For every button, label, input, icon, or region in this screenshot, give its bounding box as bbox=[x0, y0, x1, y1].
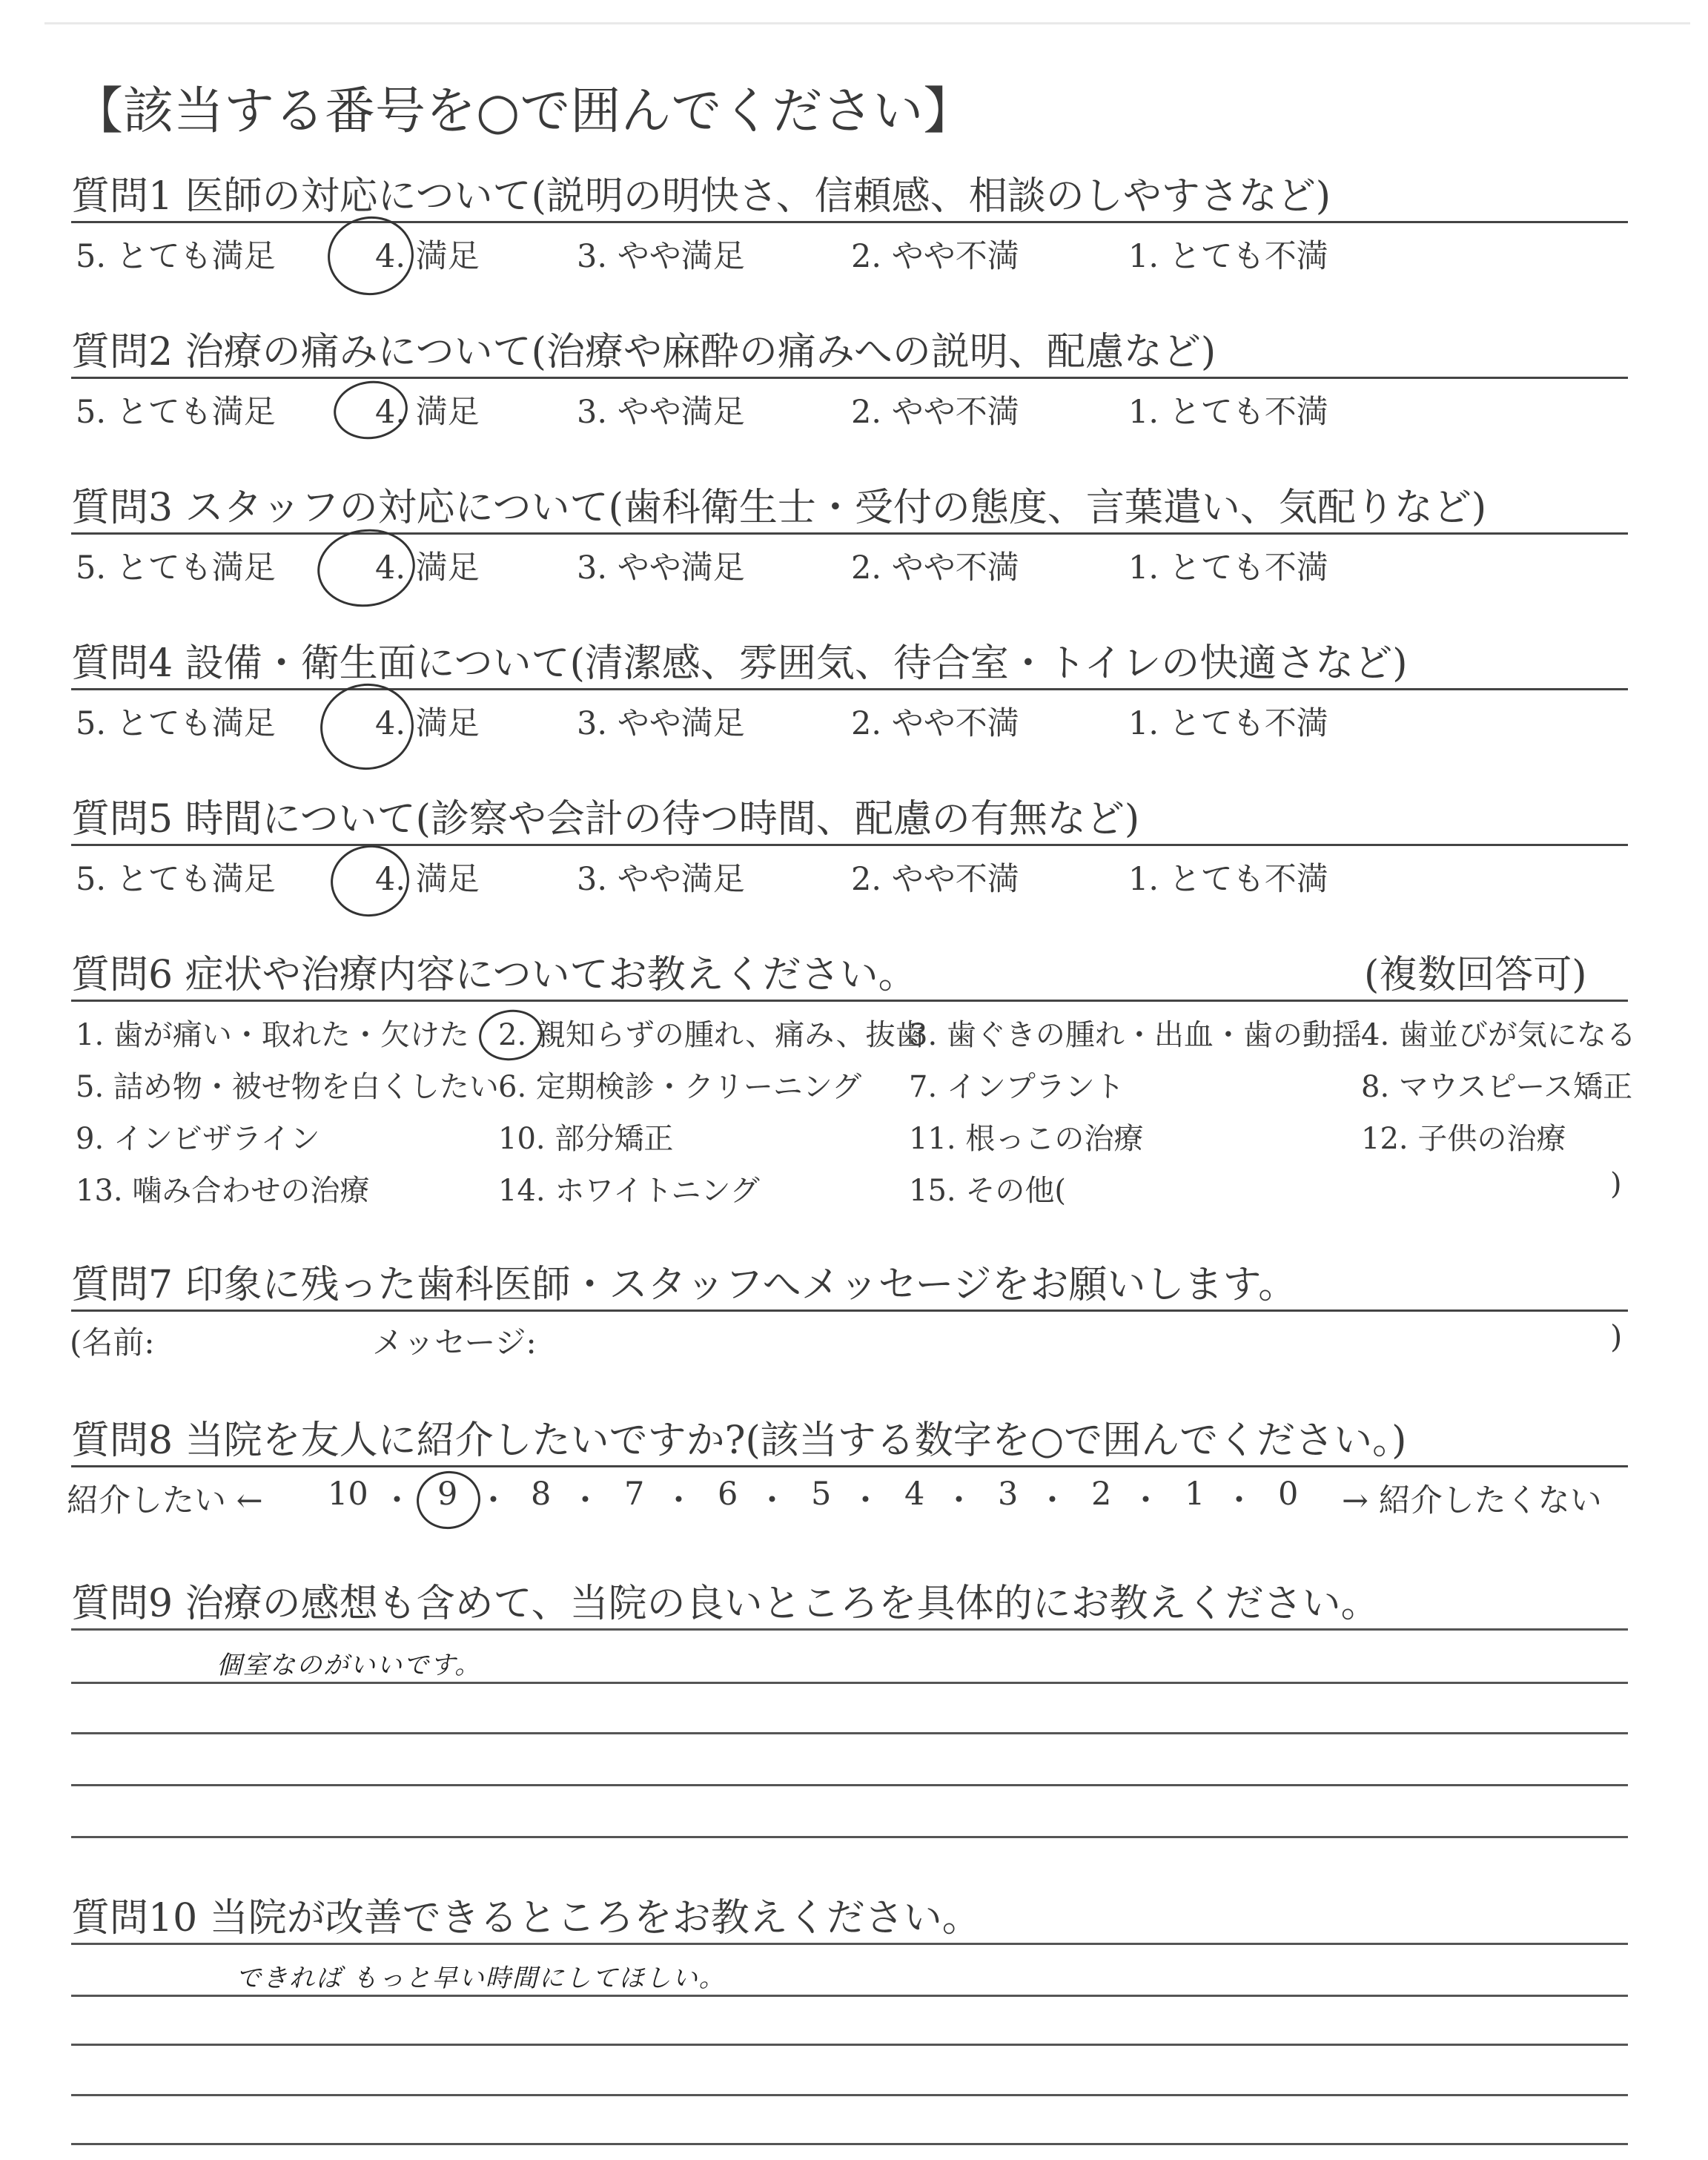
question-title: 質問4 設備・衛生面について(清潔感、雰囲気、待合室・トイレの快適さなど) bbox=[71, 641, 1408, 686]
option-very-dissatisfied[interactable]: 1. とても不満 bbox=[1128, 705, 1328, 742]
answer-line bbox=[71, 1628, 1628, 1631]
question-rule bbox=[71, 1309, 1628, 1312]
scale-5[interactable]: 5 bbox=[811, 1476, 832, 1513]
option-very-dissatisfied[interactable]: 1. とても不満 bbox=[1128, 549, 1328, 587]
treatment-option[interactable]: 1. 歯が痛い・取れた・欠けた bbox=[76, 1018, 469, 1052]
handwritten-answer[interactable]: 個室なのがいいです。 bbox=[216, 1651, 482, 1680]
scale-separator: ・ bbox=[1223, 1482, 1255, 1519]
answer-line bbox=[71, 1732, 1628, 1734]
option-very-satisfied[interactable]: 5. とても満足 bbox=[76, 549, 276, 587]
question-rule bbox=[71, 532, 1628, 535]
scale-6[interactable]: 6 bbox=[718, 1476, 738, 1513]
scale-9[interactable]: 9 bbox=[437, 1476, 458, 1513]
option-very-dissatisfied[interactable]: 1. とても不満 bbox=[1128, 394, 1328, 431]
scale-separator: ・ bbox=[850, 1482, 881, 1519]
option-satisfied[interactable]: 4. 満足 bbox=[375, 705, 480, 742]
scale-3[interactable]: 3 bbox=[998, 1476, 1019, 1513]
option-somewhat-satisfied[interactable]: 3. やや満足 bbox=[577, 705, 745, 742]
scale-separator: ・ bbox=[1036, 1482, 1068, 1519]
option-somewhat-satisfied[interactable]: 3. やや満足 bbox=[577, 394, 745, 431]
option-somewhat-dissatisfied[interactable]: 2. やや不満 bbox=[851, 705, 1019, 742]
handwritten-answer[interactable]: できれば もっと早い時間にしてほしい。 bbox=[236, 1964, 726, 1993]
question-rule bbox=[71, 688, 1628, 690]
scale-separator: ・ bbox=[943, 1482, 975, 1519]
scale-2[interactable]: 2 bbox=[1091, 1476, 1112, 1513]
recommend-label: 紹介したい ← bbox=[67, 1482, 263, 1519]
question-title: 質問9 治療の感想も含めて、当院の良いところを具体的にお教えください。 bbox=[71, 1582, 1380, 1626]
option-very-satisfied[interactable]: 5. とても満足 bbox=[76, 705, 276, 742]
treatment-option[interactable]: 4. 歯並びが気になる bbox=[1361, 1018, 1636, 1052]
scale-separator: ・ bbox=[1130, 1482, 1162, 1519]
option-satisfied[interactable]: 4. 満足 bbox=[375, 238, 480, 275]
not-recommend-label: → 紹介したくない bbox=[1342, 1482, 1602, 1519]
question-rule bbox=[71, 377, 1628, 379]
option-somewhat-satisfied[interactable]: 3. やや満足 bbox=[577, 549, 745, 587]
name-label: (名前: bbox=[70, 1324, 155, 1361]
question-rule bbox=[71, 1465, 1628, 1467]
treatment-option[interactable]: 14. ホワイトニング bbox=[498, 1174, 760, 1208]
treatment-option[interactable]: 7. インプラント bbox=[909, 1070, 1125, 1104]
message-close-paren: ) bbox=[1610, 1318, 1623, 1355]
option-very-satisfied[interactable]: 5. とても満足 bbox=[76, 861, 276, 898]
scale-0[interactable]: 0 bbox=[1278, 1476, 1299, 1513]
scale-8[interactable]: 8 bbox=[531, 1476, 552, 1513]
scale-10[interactable]: 10 bbox=[328, 1476, 368, 1513]
treatment-option[interactable]: 3. 歯ぐきの腫れ・出血・歯の動揺 bbox=[909, 1018, 1362, 1052]
answer-line bbox=[71, 1995, 1628, 1997]
question-title: 質問2 治療の痛みについて(治療や麻酔の痛みへの説明、配慮など) bbox=[71, 330, 1217, 374]
option-somewhat-satisfied[interactable]: 3. やや満足 bbox=[577, 861, 745, 898]
treatment-option[interactable]: 11. 根っこの治療 bbox=[909, 1122, 1144, 1156]
option-satisfied[interactable]: 4. 満足 bbox=[375, 549, 480, 587]
answer-line bbox=[71, 1943, 1628, 1945]
other-close-paren: ) bbox=[1610, 1167, 1622, 1201]
option-satisfied[interactable]: 4. 満足 bbox=[375, 394, 480, 431]
question-title: 質問3 スタッフの対応について(歯科衛生士・受付の態度、言葉遣い、気配りなど) bbox=[71, 486, 1487, 530]
scale-separator: ・ bbox=[756, 1482, 788, 1519]
treatment-option[interactable]: 10. 部分矯正 bbox=[498, 1122, 674, 1156]
treatment-option[interactable]: 6. 定期検診・クリーニング bbox=[498, 1070, 862, 1104]
answer-line bbox=[71, 1836, 1628, 1838]
option-very-satisfied[interactable]: 5. とても満足 bbox=[76, 238, 276, 275]
question-title: 質問5 時間について(診察や会計の待つ時間、配慮の有無など) bbox=[71, 797, 1140, 842]
page-heading: 【該当する番号を○で囲んでください】 bbox=[73, 82, 974, 141]
scale-7[interactable]: 7 bbox=[624, 1476, 645, 1513]
scale-separator: ・ bbox=[569, 1482, 601, 1519]
option-somewhat-dissatisfied[interactable]: 2. やや不満 bbox=[851, 394, 1019, 431]
option-satisfied[interactable]: 4. 満足 bbox=[375, 861, 480, 898]
treatment-option[interactable]: 12. 子供の治療 bbox=[1361, 1122, 1566, 1156]
scale-4[interactable]: 4 bbox=[904, 1476, 925, 1513]
scale-separator: ・ bbox=[477, 1482, 509, 1519]
multiple-answer-note: (複数回答可) bbox=[1364, 953, 1587, 997]
option-somewhat-dissatisfied[interactable]: 2. やや不満 bbox=[851, 238, 1019, 275]
option-somewhat-satisfied[interactable]: 3. やや満足 bbox=[577, 238, 745, 275]
question-rule bbox=[71, 221, 1628, 223]
question-rule bbox=[71, 1000, 1628, 1002]
option-very-dissatisfied[interactable]: 1. とても不満 bbox=[1128, 238, 1328, 275]
question-title: 質問10 当院が改善できるところをお教えください。 bbox=[71, 1896, 981, 1941]
answer-line bbox=[71, 1784, 1628, 1786]
question-title: 質問7 印象に残った歯科医師・スタッフへメッセージをお願いします。 bbox=[71, 1263, 1297, 1307]
question-title: 質問6 症状や治療内容についてお教えください。 bbox=[71, 953, 917, 997]
option-somewhat-dissatisfied[interactable]: 2. やや不満 bbox=[851, 861, 1019, 898]
answer-line bbox=[71, 2143, 1628, 2145]
answer-line bbox=[71, 1682, 1628, 1684]
answer-line bbox=[71, 2094, 1628, 2096]
scale-separator: ・ bbox=[381, 1482, 413, 1519]
treatment-option[interactable]: 13. 噛み合わせの治療 bbox=[76, 1174, 370, 1208]
question-title: 質問8 当院を友人に紹介したいですか?(該当する数字を○で囲んでください。) bbox=[71, 1418, 1407, 1463]
option-somewhat-dissatisfied[interactable]: 2. やや不満 bbox=[851, 549, 1019, 587]
option-very-satisfied[interactable]: 5. とても満足 bbox=[76, 394, 276, 431]
treatment-option[interactable]: 8. マウスピース矯正 bbox=[1361, 1070, 1633, 1104]
question-rule bbox=[71, 844, 1628, 846]
treatment-option[interactable]: 5. 詰め物・被せ物を白くしたい bbox=[76, 1070, 499, 1104]
answer-line bbox=[71, 2044, 1628, 2046]
question-title: 質問1 医師の対応について(説明の明快さ、信頼感、相談のしやすさなど) bbox=[71, 174, 1331, 219]
scale-1[interactable]: 1 bbox=[1185, 1476, 1205, 1513]
message-label: メッセージ: bbox=[372, 1324, 537, 1361]
scale-separator: ・ bbox=[663, 1482, 695, 1519]
treatment-option[interactable]: 15. その他( bbox=[909, 1174, 1066, 1208]
option-very-dissatisfied[interactable]: 1. とても不満 bbox=[1128, 861, 1328, 898]
treatment-option[interactable]: 9. インビザライン bbox=[76, 1122, 320, 1156]
top-border bbox=[44, 22, 1690, 24]
treatment-option[interactable]: 2. 親知らずの腫れ、痛み、抜歯 bbox=[498, 1018, 925, 1052]
